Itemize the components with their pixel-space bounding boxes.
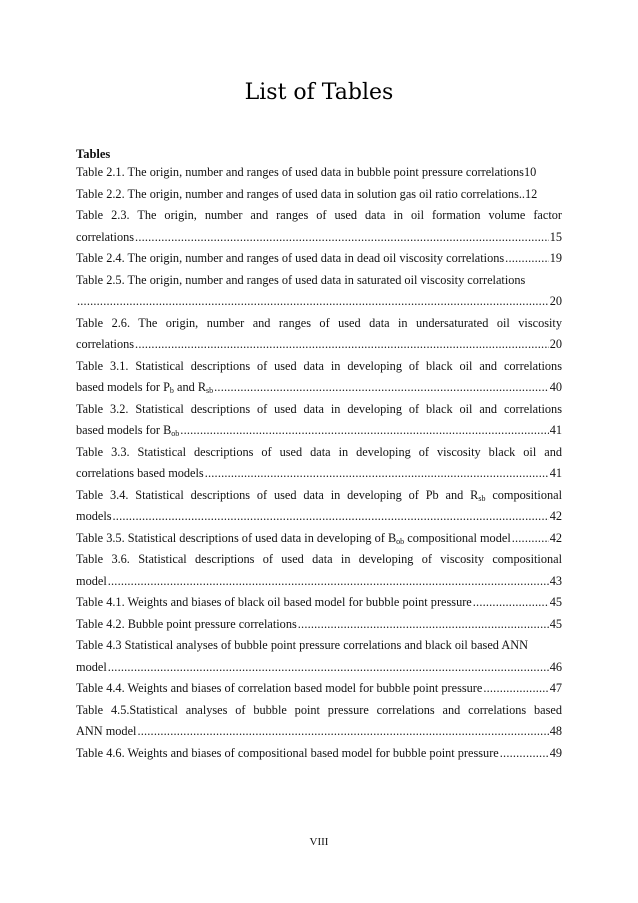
toc-leader [205, 463, 549, 485]
toc-entry-text: Table 2.3. The origin, number and ranges of used data in oil formation volume factor [76, 208, 562, 222]
toc-entry-page: 15 [549, 229, 562, 244]
toc-leader [108, 657, 549, 679]
toc-entry-page: 45 [549, 595, 562, 609]
table-list [76, 162, 562, 764]
toc-entry[interactable] [76, 399, 562, 421]
section-heading: Tables [76, 147, 111, 161]
toc-entry-page: 12 [525, 186, 538, 201]
toc-leader [108, 571, 549, 593]
toc-entry[interactable] [76, 700, 562, 722]
toc-entry-text: correlations [76, 337, 135, 351]
toc-leader [137, 721, 548, 743]
toc-entry[interactable] [76, 592, 562, 614]
toc-entry-text: Table 3.5. Statistical descriptions of used data in developing of $B_{ob}$ compositional model [76, 530, 511, 546]
toc-entry-text: Table 2.5. The origin, number and ranges of used data in saturated oil viscosity correlations [76, 272, 526, 287]
toc-entry[interactable] [76, 270, 562, 292]
toc-entry-page: 10 [523, 165, 537, 179]
toc-leader [214, 377, 549, 399]
toc-entry-text: Table 4.5.Statistical analyses of bubble point pressure correlations and correlations based [76, 702, 562, 717]
toc-leader [500, 743, 549, 765]
toc-entry-page: 49 [549, 745, 562, 760]
toc-entry-text: ANN model [76, 724, 137, 738]
toc-entry[interactable] [76, 162, 562, 184]
toc-entry-page: 42 [549, 530, 562, 545]
toc-entry-text: Table 2.6. The origin, number and ranges of used data in undersaturated oil viscosity [76, 315, 562, 330]
toc-entry-text: correlations based models [76, 466, 204, 480]
toc-entry[interactable] [76, 248, 562, 270]
toc-leader [483, 678, 548, 700]
toc-entry-continuation[interactable] [76, 420, 562, 442]
toc-entry[interactable] [76, 743, 562, 765]
toc-entry-continuation[interactable] [76, 334, 562, 356]
toc-leader [135, 334, 549, 356]
toc-leader [473, 592, 549, 614]
toc-entry-page: 43 [549, 573, 562, 588]
toc-entry-page: 46 [549, 659, 562, 674]
toc-entry-text: Table 4.1. Weights and biases of black oil based model for bubble point pressure [76, 595, 472, 609]
toc-entry-text: Table 4.4. Weights and biases of correlation based model for bubble point pressure [76, 681, 483, 695]
toc-entry-continuation[interactable] [76, 377, 562, 399]
toc-entry-text: model [76, 659, 107, 674]
toc-entry-text: model [76, 573, 107, 588]
toc-entry[interactable] [76, 485, 562, 507]
toc-entry[interactable] [76, 356, 562, 378]
toc-entry-continuation[interactable] [76, 721, 562, 743]
toc-entry-page: 41 [549, 423, 562, 437]
toc-entry-text: correlations [76, 229, 135, 244]
page-number: VIII [309, 836, 329, 848]
toc-entry-text: Table 3.4. Statistical descriptions of used data in developing of Pb and $R_{sb}$ compositional [76, 487, 562, 503]
toc-entry-page: 20 [549, 337, 562, 351]
toc-entry-continuation[interactable] [76, 506, 562, 528]
toc-entry-continuation[interactable] [76, 463, 562, 485]
toc-entry[interactable] [76, 313, 562, 335]
toc-entry-continuation[interactable] [76, 571, 562, 593]
toc-entry[interactable] [76, 635, 562, 657]
toc-entry-text: Table 2.2. The origin, number and ranges of used data in solution gas oil ratio correlations [76, 186, 519, 201]
toc-entry-page: 47 [549, 681, 562, 695]
toc-entry-text: models [76, 509, 112, 523]
toc-entry-page: 19 [549, 251, 562, 265]
toc-entry[interactable] [76, 184, 562, 206]
toc-entry[interactable] [76, 549, 562, 571]
toc-entry-page: 20 [549, 294, 562, 308]
toc-leader [77, 291, 549, 313]
toc-entry-continuation[interactable] [76, 227, 562, 249]
toc-entry-text: Table 3.1. Statistical descriptions of used data in developing of black oil and correlations [76, 358, 562, 373]
toc-entry-page: 48 [549, 724, 562, 738]
toc-entry[interactable] [76, 528, 562, 550]
toc-entry-page: 45 [549, 616, 562, 631]
toc-entry-text: Table 3.3. Statistical descriptions of used data in developing of viscosity black oil and [76, 444, 562, 459]
toc-entry-continuation[interactable] [76, 657, 562, 679]
toc-entry-page: 40 [549, 380, 562, 394]
toc-leader [135, 227, 549, 249]
toc-entry-continuation[interactable] [76, 291, 562, 313]
toc-leader [512, 528, 549, 550]
toc-entry[interactable] [76, 678, 562, 700]
toc-leader [298, 614, 549, 636]
toc-leader [505, 248, 549, 270]
toc-entry-page: 41 [549, 466, 562, 480]
page-title: List of Tables [244, 80, 394, 105]
toc-entry-text: Table 2.1. The origin, number and ranges of used data in bubble point pressure correlations [76, 165, 524, 179]
toc-entry-page: 42 [549, 509, 562, 523]
toc-entry-text: Table 3.2. Statistical descriptions of used data in developing of black oil and correlations [76, 401, 562, 416]
toc-leader [113, 506, 549, 528]
toc-entry-text: based models for $B_{ob}$ [76, 423, 180, 438]
toc-entry-text: Table 4.3 Statistical analyses of bubble point pressure correlations and black oil based ANN [76, 638, 528, 652]
toc-entry[interactable] [76, 205, 562, 227]
toc-entry[interactable] [76, 442, 562, 464]
toc-leader: .. [518, 186, 526, 201]
toc-entry-text: Table 3.6. Statistical descriptions of used data in developing of viscosity compositional [76, 552, 562, 566]
toc-entry[interactable] [76, 614, 562, 636]
toc-entry-text: based models for $P_b$ and $R_{sb}$ [76, 380, 214, 395]
toc-leader [180, 420, 548, 442]
toc-entry-text: Table 4.2. Bubble point pressure correlations [76, 616, 297, 631]
toc-entry-text: Table 2.4. The origin, number and ranges of used data in dead oil viscosity correlations [76, 251, 505, 265]
toc-entry-text: Table 4.6. Weights and biases of compositional based model for bubble point pressure [76, 745, 499, 760]
